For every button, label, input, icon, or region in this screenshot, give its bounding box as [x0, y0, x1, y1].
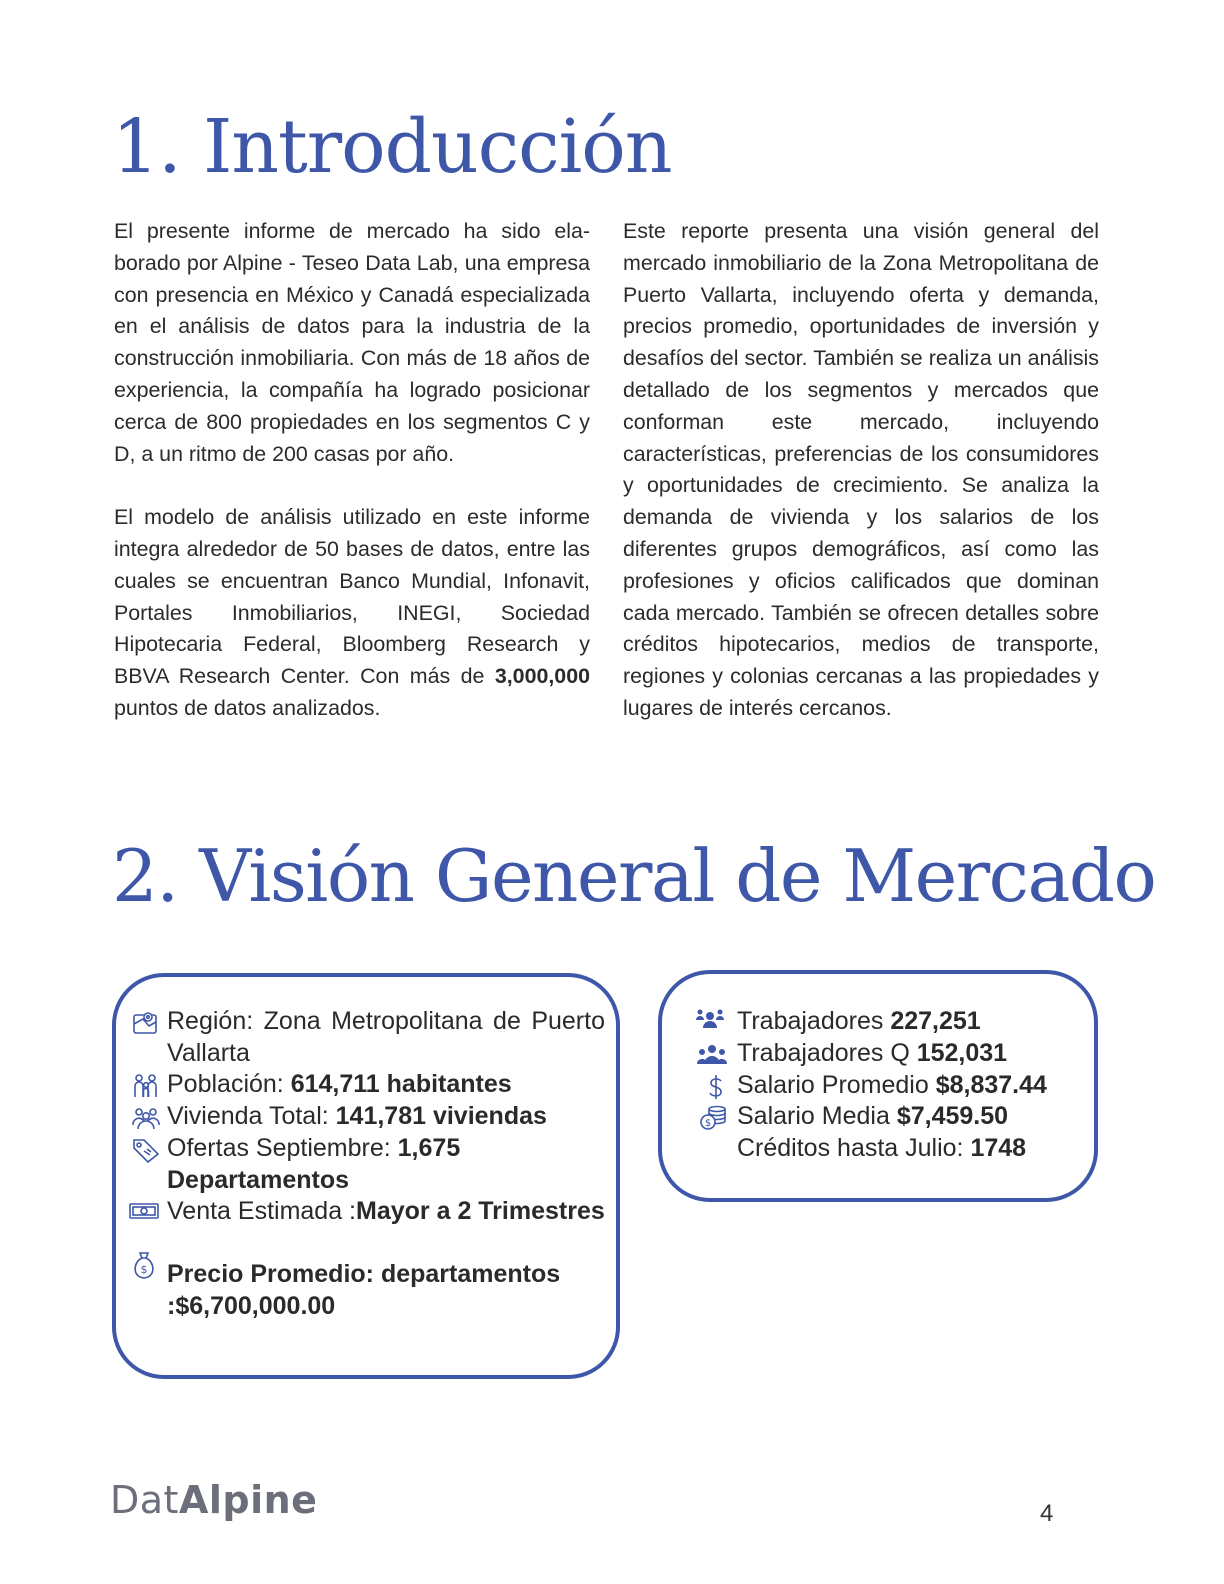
venta-value: Mayor a 2 Trimestres — [356, 1197, 605, 1225]
trabajadores-q-label: Trabajadores Q — [737, 1039, 917, 1067]
intro-paragraph-2-end: puntos de datos analizados. — [114, 695, 381, 720]
svg-text:$: $ — [704, 1118, 712, 1129]
datalpine-logo — [110, 1478, 317, 1522]
precio-item — [140, 1259, 607, 1322]
vivienda-item — [167, 1101, 607, 1133]
logo-bold-part: Alpine — [178, 1478, 318, 1522]
trabajadores-item — [737, 1006, 981, 1038]
coin-stack-icon — [699, 1105, 729, 1131]
intro-right-column — [623, 216, 1099, 725]
poblacion-item — [167, 1069, 605, 1101]
people-group-icon — [697, 1042, 727, 1068]
vivienda-value: 141,781 viviendas — [335, 1102, 547, 1130]
salario-promedio-label: Salario Promedio — [737, 1071, 936, 1099]
creditos-item — [737, 1133, 1026, 1165]
salario-media-item — [704, 1101, 1009, 1133]
team-icon — [695, 1006, 725, 1032]
region-item — [167, 1006, 605, 1069]
group-icon — [131, 1105, 161, 1131]
intro-paragraph-3: Este reporte presenta una visión general del mercado inmobiliario de la Zona Metropolitana de Puerto Vallarta, incluyendo oferta y demanda, precios promedio, oportunidades de inversión y desafíos del sector. También se realiza un análisis detallado de los segmentos y mercados que conforman este mercado, incluyendo características, preferencias de los consumidores y oportunidades de crecimiento. Se analiza la demanda de vivienda y los salarios de los diferentes grupos demográficos, así como las profesiones y oficios calificados que dominan cada mercado. También se ofrecen detalles sobre créditos hipotecarios, medios de transporte, regiones y colonias cercanas a las propiedades y lugares de interés cercanos. — [623, 219, 1099, 720]
price-tag-icon — [131, 1137, 161, 1163]
salario-media-label: Salario Media — [737, 1102, 897, 1130]
data-points-count: 3,000,000 — [494, 664, 590, 689]
poblacion-label: Población: — [167, 1070, 291, 1098]
money-bag-icon — [129, 1247, 159, 1281]
logo-light-part: Dat — [110, 1478, 179, 1522]
trabajadores-label: Trabajadores — [737, 1007, 891, 1035]
salario-promedio-item — [737, 1070, 1047, 1102]
section-title-introduccion: 1. Introducción — [112, 104, 672, 190]
trabajadores-q-value: 152,031 — [916, 1039, 1008, 1067]
creditos-label: Créditos hasta Julio: — [737, 1134, 971, 1162]
intro-paragraph-2 — [114, 502, 590, 725]
banknote-icon — [129, 1198, 159, 1224]
creditos-value: 1748 — [970, 1134, 1027, 1162]
salario-promedio-value: $8,837.44 — [935, 1071, 1047, 1099]
region-text: Región: Zona Metropolitana de Puerto Vallarta — [167, 1007, 605, 1067]
poblacion-value: 614,711 habitantes — [290, 1070, 512, 1098]
dollar-icon — [701, 1074, 731, 1100]
ofertas-value: 1,675 Departamentos — [167, 1134, 461, 1194]
family-icon — [131, 1073, 161, 1099]
salario-media-value: $7,459.50 — [896, 1102, 1009, 1130]
venta-item — [167, 1196, 607, 1228]
intro-paragraph-1: El presente informe de mercado ha sido elaborado por Alpine - Teseo Data Lab, una empresa con presencia en México y Canadá especializada en el análisis de datos para la industria de la construcción inmobiliaria. Con más de 18 años de experiencia, la compañía ha logrado posicionar cerca de 800 propiedades en los segmentos C y D, a un ritmo de 200 casas por año. — [114, 219, 590, 466]
vivienda-label: Vivienda Total: — [167, 1102, 336, 1130]
intro-paragraph-2-text: El modelo de análisis utilizado en este informe integra alrededor de 50 bases de datos, entre las cuales se encuentran Banco Mundial, Infonavit, Portales Inmobiliarios, INEGI, Sociedad Hipotecaria Federal, Bloomberg Research y BBVA Research Center. Con más de — [114, 505, 590, 689]
precio-text: Precio Promedio: departamentos :$6,700,000.00 — [167, 1260, 561, 1320]
svg-text:$: $ — [140, 1263, 148, 1276]
ofertas-item — [167, 1133, 605, 1196]
intro-left-column — [114, 216, 590, 725]
map-location-icon — [131, 1010, 161, 1036]
page-number: 4 — [1040, 1500, 1054, 1527]
ofertas-label: Ofertas Septiembre: — [167, 1134, 398, 1162]
venta-label: Venta Estimada : — [167, 1197, 357, 1225]
trabajadores-value: 227,251 — [890, 1007, 981, 1035]
section-title-vision-general: 2. Visión General de Mercado — [112, 834, 1156, 918]
trabajadores-q-item — [737, 1038, 1007, 1070]
